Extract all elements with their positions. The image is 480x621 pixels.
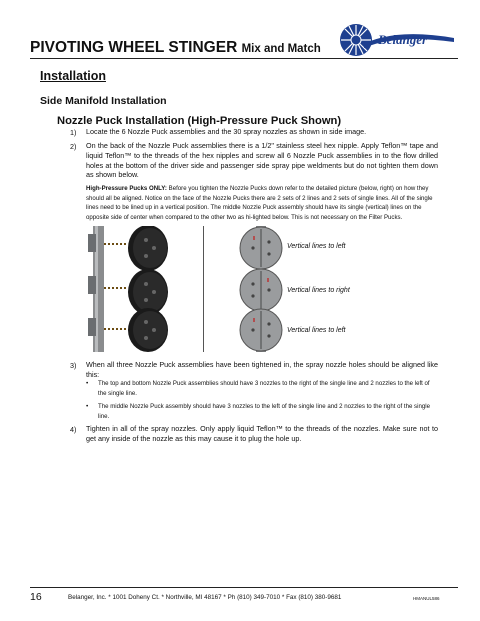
- callout-middle: Vertical lines to right: [287, 287, 350, 294]
- puck-front-bottom: [240, 309, 282, 351]
- note-label: High-Pressure Pucks ONLY:: [86, 185, 167, 192]
- step-1-number: 1): [70, 128, 77, 137]
- manual-code: HMANUL586: [413, 596, 440, 601]
- step-2-text: On the back of the Nozzle Puck assemblies there is a 1/2" stainless steel hex nipple. Apply Teflon™ tape and liquid Teflon™ to the threads of the hex nipples and screw all 6 Nozzle Puck assemblies in to the flow drilled holes at the bottom of the driver side and passenger side spray pipe weldments but do not tighten them down as shown below.: [86, 141, 438, 180]
- title-sub: Mix and Match: [241, 43, 321, 55]
- step-4-number: 4): [70, 425, 77, 434]
- puck-side-photo: [88, 226, 192, 352]
- step-4-text: Tighten in all of the spray nozzles. Only apply liquid Teflon™ to the threads of the nozzles. Make sure not to get any inside of the nozzle as this may cause it to plug the hole up.: [86, 424, 438, 443]
- step-2-number: 2): [70, 142, 77, 151]
- belanger-logo: [336, 22, 456, 58]
- bullet-2-marker: •: [86, 403, 89, 410]
- footer-rule: [30, 587, 458, 588]
- step-3-number: 3): [70, 361, 77, 370]
- puck-front-top: [240, 227, 282, 269]
- page-header: [30, 22, 458, 60]
- section-title: Installation: [40, 69, 106, 83]
- step-1-text: Locate the 6 Nozzle Puck assemblies and the 30 spray nozzles as shown in side image.: [86, 127, 367, 136]
- high-pressure-note: [86, 184, 436, 222]
- photo-divider: [203, 226, 204, 352]
- subsection-title: Side Manifold Installation: [40, 95, 167, 107]
- logo-text: Belanger: [378, 32, 428, 47]
- step-3-text: When all three Nozzle Puck assemblies have been tightened in, the spray nozzle holes should be aligned like this:: [86, 360, 438, 379]
- bullet-1-text: The top and bottom Nozzle Puck assemblies should have 3 nozzles to the right of the single line and 2 nozzles to the left of the single line.: [98, 380, 430, 397]
- title-main: PIVOTING WHEEL STINGER: [30, 39, 238, 56]
- puck-front-photo: [232, 226, 290, 352]
- document-title: [30, 39, 321, 57]
- callout-top: Vertical lines to left: [287, 243, 346, 250]
- page-number: 16: [30, 591, 42, 603]
- bullet-2-text: The middle Nozzle Puck assembly should have 3 nozzles to the left of the single line and 2 nozzles to the right of the single line.: [98, 403, 430, 420]
- bullet-1-marker: •: [86, 380, 89, 387]
- puck-front-middle: [240, 269, 282, 311]
- note-text: Before you tighten the Nozzle Pucks down refer to the detailed picture (below, right) on how they should all be aligned. Notice on the face of the Nozzle Pucks there are 2 sets of 2 lines and 2 sets of single lines. All of the single lines need to be lined up in a vertical position. The middle Nozzle Puck assembly should have its single (vertical) lines on the opposite side of center when compared to the other two as hi-lighted below. This is not necessary on the Filter Pucks.: [86, 185, 433, 221]
- footer-contact: Belanger, Inc. * 1001 Doheny Ct. * Northville, MI 48167 * Ph (810) 349-7010 * Fax (810) 380-9681: [68, 594, 342, 601]
- header-rule: [30, 58, 458, 59]
- procedure-heading: Nozzle Puck Installation (High-Pressure Puck Shown): [57, 115, 342, 127]
- callout-bottom: Vertical lines to left: [287, 327, 346, 334]
